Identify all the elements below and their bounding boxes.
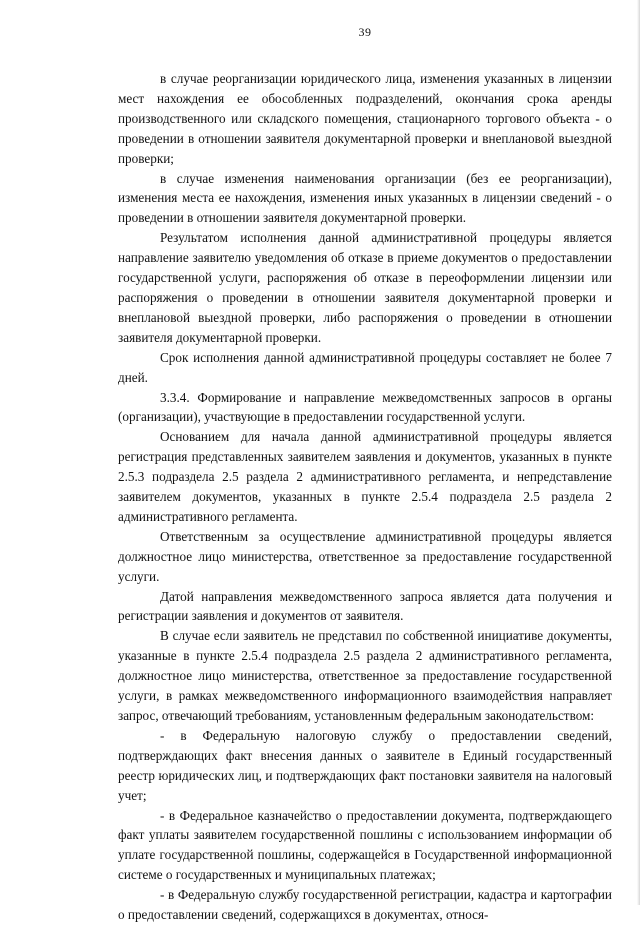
page-number: 39 [358,25,372,39]
list-item: - в Федеральное казначейство о предоставлении документа, подтверждающего факт уплаты заявителем государственной пошлины с использованием информации об уплате государственной пошлины, содержащейся в Государственной информационной системе о государственных и муниципальных платежах; [118,807,612,883]
list-item: - в Федеральную налоговую службу о предоставлении сведений, подтверждающих факт внесения данных о заявителе в Единый государственный реестр юридических лиц, и подтверждающих факт постановки заявителя на налоговый учет; [118,727,612,803]
paragraph: Ответственным за осуществление административной процедуры является должностное лицо министерства, ответственное за предоставление государственной услуги. [118,528,612,584]
paragraph: Датой направления межведомственного запроса является дата получения и регистрации заявления и документов от заявителя. [118,588,612,624]
list-item: - в Федеральную службу государственной регистрации, кадастра и картографии о предоставлении сведений, содержащихся в документах, относя- [118,887,612,923]
document-body [118,69,612,925]
paragraph: в случае реорганизации юридического лица, изменения указанных в лицензии мест нахождения ее обособленных подразделений, окончания срока аренды производственного или складского помещения, стационарного торгового объекта - о проведении в отношении заявителя документарной проверки и внеплановой выездной проверки; [118,71,612,166]
section-heading: 3.3.4. Формирование и направление межведомственных запросов в органы (организации), участвующие в предоставлении государственной услуги. [118,389,612,425]
paragraph: в случае изменения наименования организации (без ее реорганизации), изменения места ее нахождения, изменения иных указанных в лицензии сведений - о проведении в отношении заявителя документарной проверки. [118,170,612,226]
paragraph: Результатом исполнения данной административной процедуры является направление заявителю уведомления об отказе в приеме документов о предоставлении государственной услуги, распоряжения об отказе в переоформлении лицензии или распоряжения о проведении в отношении заявителя документарной проверки и внеплановой выездной проверки, либо распоряжения о проведении в отношении заявителя документарной проверки. [118,230,612,345]
paragraph: В случае если заявитель не представил по собственной инициативе документы, указанные в пункте 2.5.4 подраздела 2.5 раздела 2 административного регламента, должностное лицо министерства, ответственное за предоставление государственной услуги, в рамках межведомственного информационного взаимодействия направляет запрос, отвечающий требованиям, установленным федеральным законодательством: [118,628,612,723]
paragraph: Срок исполнения данной административной процедуры составляет не более 7 дней. [118,349,612,385]
paragraph: Основанием для начала данной административной процедуры является регистрация представленных заявителем заявления и документов, указанных в пункте 2.5.3 подраздела 2.5 раздела 2 административного регламента, и непредставление заявителем документов, указанных в пункте 2.5.4 подраздела 2.5 раздела 2 административного регламента. [118,429,612,524]
